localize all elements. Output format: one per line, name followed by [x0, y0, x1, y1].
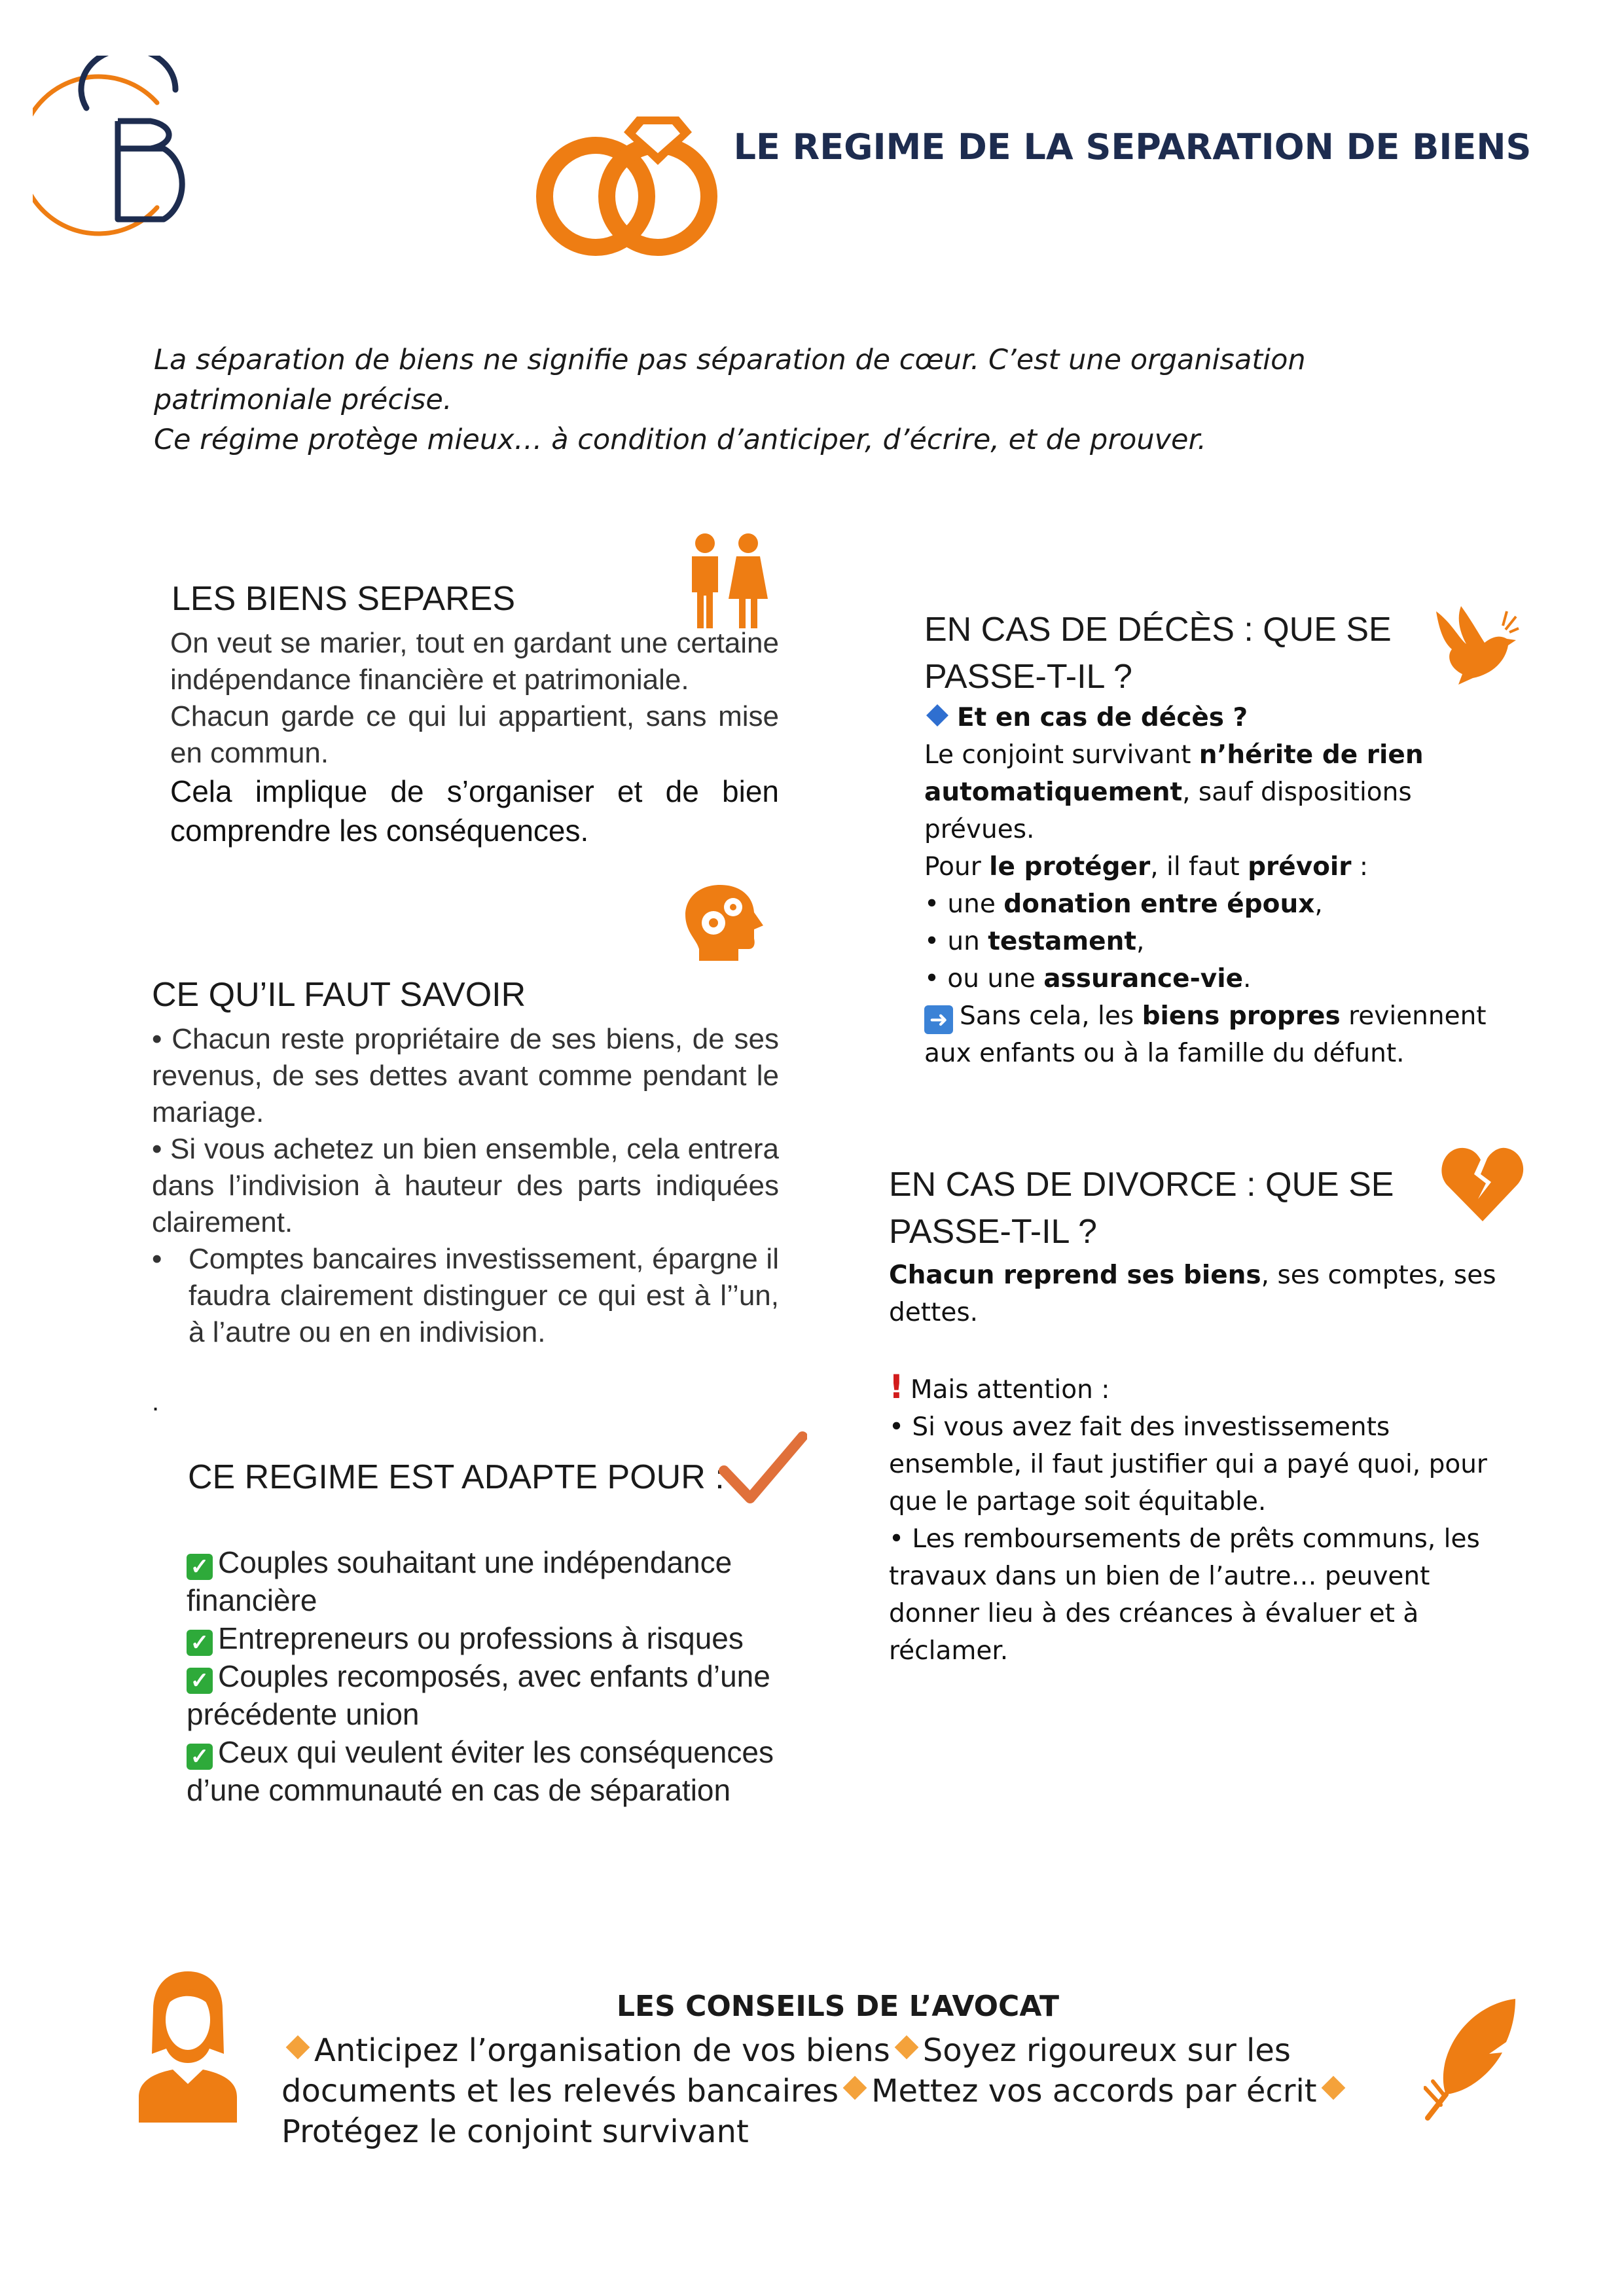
biens-separes-p2: Chacun garde ce qui lui appartient, sans mise en commun. — [170, 700, 779, 769]
text: Mais attention : — [910, 1375, 1110, 1405]
text: , — [1136, 927, 1145, 956]
deces-conclusion — [924, 997, 1526, 1072]
intro-line-2: Ce régime protège mieux… à condition d’anticiper, d’écrire, et de prouver. — [154, 423, 1206, 456]
text-bold: donation entre époux — [1003, 889, 1315, 919]
savoir-p2: • Si vous achetez un bien ensemble, cela entrera dans l’indivision à hauteur des parts indiquées clairement. — [152, 1133, 779, 1238]
conseil-item: Mettez vos accords par écrit — [871, 2073, 1317, 2109]
text-bold: Chacun reprend ses biens — [889, 1261, 1261, 1290]
deces-bullet-2 — [924, 923, 1526, 960]
adapte-item — [187, 1657, 795, 1733]
text-bold: prévoir — [1248, 852, 1352, 882]
text: Sans cela, les — [960, 1001, 1142, 1031]
section-title-adapte: CE REGIME EST ADAPTE POUR : — [188, 1458, 725, 1496]
feather-icon — [1424, 1996, 1522, 2121]
couple-icon — [684, 531, 769, 630]
check-icon: ✓ — [187, 1630, 213, 1656]
text: Pour — [924, 852, 990, 882]
savoir-p1: • Chacun reste propriétaire de ses biens, de ses revenus, de ses dettes avant comme pendant le mariage. — [152, 1023, 779, 1128]
text: , — [1314, 889, 1323, 919]
checkmark-icon — [719, 1430, 807, 1509]
text-bold: assurance-vie — [1043, 964, 1244, 994]
text: • un — [924, 927, 988, 956]
section-title-conseils: LES CONSEILS DE L’AVOCAT — [616, 1990, 1059, 2023]
adapte-list — [187, 1543, 795, 1809]
lawyer-avatar-icon — [139, 1969, 237, 2123]
text: • ou une — [924, 964, 1044, 994]
text-bold: testament — [988, 927, 1136, 956]
text: Le conjoint survivant — [924, 740, 1199, 770]
deces-line-1 — [924, 736, 1526, 848]
broken-heart-icon — [1440, 1144, 1525, 1223]
deces-sub-text: Et en cas de décès ? — [957, 703, 1248, 732]
text: , il faut — [1150, 852, 1248, 882]
dove-icon — [1432, 603, 1521, 689]
adapte-item-text: Couples souhaitant une indépendance financière — [187, 1545, 732, 1617]
check-icon: ✓ — [187, 1668, 213, 1694]
biens-separes-text — [170, 625, 779, 850]
check-icon: ✓ — [187, 1554, 213, 1580]
deces-bullet-1 — [924, 886, 1526, 923]
conseils-text — [281, 2030, 1381, 2152]
text-bold: n’hérite de rien automatiquement — [924, 740, 1424, 807]
blue-diamond-icon — [926, 704, 948, 726]
section-title-savoir: CE QU’IL FAUT SAVOIR — [152, 976, 526, 1014]
intro-line-1: La séparation de biens ne signifie pas séparation de cœur. C’est une organisation patrimoniale précise. — [154, 344, 1306, 416]
savoir-text — [152, 1021, 779, 1351]
section-title-divorce: EN CAS DE DIVORCE : QUE SE PASSE-T-IL ? — [889, 1166, 1394, 1251]
orange-diamond-icon — [1321, 2076, 1345, 2100]
orange-diamond-icon — [843, 2076, 867, 2100]
intro-text — [154, 340, 1398, 460]
text-bold: biens propres — [1142, 1001, 1341, 1031]
savoir-list — [152, 1241, 779, 1351]
deces-sub — [924, 699, 1526, 736]
deces-text — [924, 699, 1526, 1072]
savoir-p3: • Comptes bancaires investissement, épargne il faudra clairement distinguer ce qui est à l’’un, à l’autre ou en en indivision. — [152, 1241, 779, 1351]
text-bold: le protéger — [989, 852, 1151, 882]
stray-dot: . — [152, 1388, 160, 1416]
deces-line-2 — [924, 848, 1526, 886]
adapte-item-text: Entrepreneurs ou professions à risques — [218, 1621, 744, 1655]
biens-separes-p3: Cela implique de s’organiser et de bien comprendre les conséquences. — [170, 774, 779, 848]
check-icon: ✓ — [187, 1744, 213, 1770]
section-title-biens-separes: LES BIENS SEPARES — [171, 580, 516, 618]
adapte-item-text: Couples recomposés, avec enfants d’une précédente union — [187, 1659, 770, 1731]
exclamation-icon: ! — [889, 1368, 904, 1406]
logo-cb — [33, 56, 216, 239]
head-gears-icon — [681, 884, 769, 962]
adapte-item — [187, 1543, 795, 1619]
section-title-deces: EN CAS DE DÉCÈS : QUE SE PASSE-T-IL ? — [924, 611, 1392, 696]
conseil-item: Soyez rigoureux sur les documents et les relevés bancaires — [281, 2032, 1291, 2109]
orange-diamond-icon — [894, 2036, 918, 2060]
conseil-item: Protégez le conjoint survivant — [281, 2113, 749, 2150]
text: reviennent aux enfants ou à la famille du défunt. — [924, 1001, 1487, 1068]
divorce-text — [889, 1257, 1504, 1670]
arrow-right-icon: ➜ — [924, 1005, 953, 1034]
text: • une — [924, 889, 1004, 919]
adapte-item — [187, 1619, 795, 1657]
adapte-item — [187, 1733, 795, 1809]
text: : — [1351, 852, 1369, 882]
biens-separes-p1: On veut se marier, tout en gardant une certaine indépendance financière et patrimoniale. — [170, 627, 779, 696]
divorce-attention — [889, 1369, 1504, 1408]
divorce-bullet-1: • Si vous avez fait des investissements ensemble, il faut justifier qui a payé quoi, pour que le partage soit équitable. — [889, 1412, 1487, 1516]
deces-bullet-3 — [924, 960, 1526, 997]
rings-icon — [527, 105, 723, 259]
text: , sauf dispositions prévues. — [924, 778, 1412, 844]
adapte-item-text: Ceux qui veulent éviter les conséquences d’une communauté en cas de séparation — [187, 1735, 774, 1807]
conseil-item: Anticipez l’organisation de vos biens — [314, 2032, 890, 2069]
text: . — [1243, 964, 1252, 994]
page-title: LE REGIME DE LA SEPARATION DE BIENS — [733, 126, 1532, 168]
divorce-line-1 — [889, 1257, 1504, 1331]
divorce-bullet-2: • Les remboursements de prêts communs, les travaux dans un bien de l’autre… peuvent donner lieu à des créances à évaluer et à réclamer. — [889, 1524, 1480, 1666]
text: , ses comptes, ses dettes. — [889, 1261, 1496, 1327]
orange-diamond-icon — [286, 2036, 310, 2060]
